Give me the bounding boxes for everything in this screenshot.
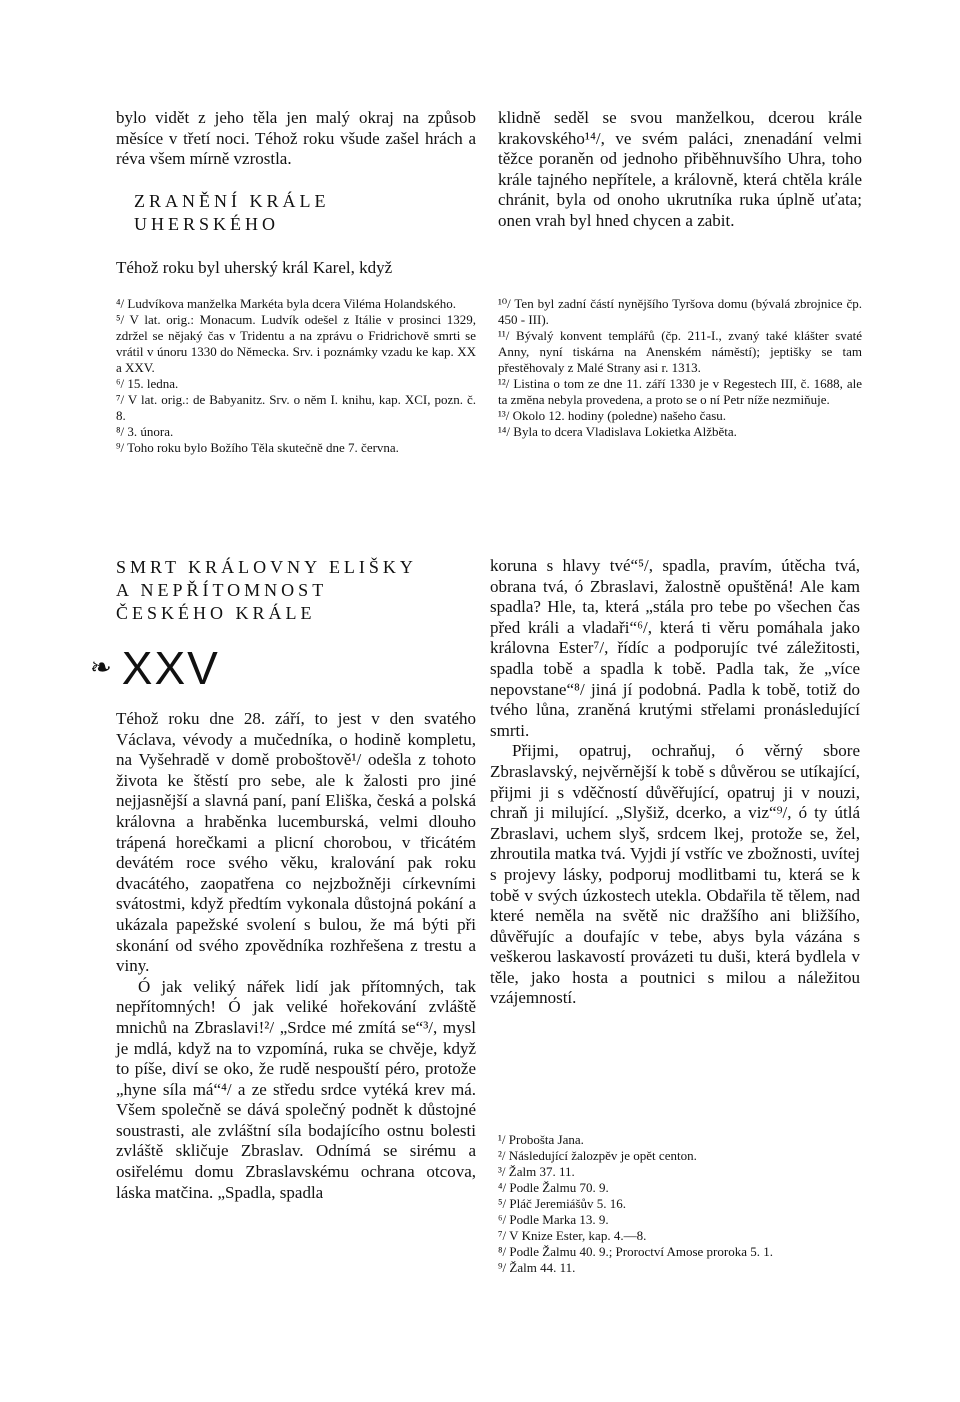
paragraph: koruna s hlavy tvé“⁵/, spadla, pravím, útěcha tvá, obrana tvá, ó Zbraslavi, žalostně opuštěná! Ale kam spadla? Hle, ta, která „stála pro tebe po všechen čas před králi a vladaři“⁶/, která ti věru pomáhala jako královna Ester⁷/, řídíc a podporujíc tvé záležitosti, spadla tobě a spadla k tobě. Padla tak, že „více nepovstane“⁸/ jiná jí podobná. Padla k tobě, totiž do tvého lůna, zraněná krutými střelami pronásledující smrti. <box>490 556 860 740</box>
footnote: ⁵/ Pláč Jeremiášův 5. 16. <box>498 1196 627 1211</box>
footnote: ¹¹/ Bývalý konvent templářů (čp. 211-I., zvaný také klášter svaté Anny, nyní tiskárna na Anenském náměstí); jeptišky se tam přestěhovaly z Malé Strany asi r. 1313. <box>498 328 862 375</box>
paragraph: Přijmi, opatruj, ochraňuj, ó věrný sbore Zbraslavský, nejvěrnější k tobě s důvěrou se utíkající, přijmi ji s vděčností důvěřující, opatruj ji v nouzi, chraň ji milující. „Slyšiž, dcerko, a viz“⁹/, ó ty útlá Zbraslavi, uchem slyš, srdcem lkej, protože se, žel, zhroutila matka tvá. Vyjdi jí vstříc ve zbožnosti, uvítej s projevy lásky, podporuj modlitbami tu, která se k tobě v svých úzkostech utekla. Obdařila tě tělem, nad které neměla na světě nic dražšího ani bližšího, důvěřujíc a doufajíc v tebe, abys byla vázána s veškerou laskavostí provázeti tu duši, která bydlela v těle, jako hosta a poutnici s milou a náležitou vzájemností. <box>490 741 860 1008</box>
footnote: ⁴/ Ludvíkova manželka Markéta byla dcera Viléma Holandského. <box>116 296 456 311</box>
footnote: ⁸/ 3. února. <box>116 424 174 439</box>
top-left-column <box>116 108 476 278</box>
footnote: ⁶/ 15. ledna. <box>116 376 179 391</box>
footnote: ⁸/ Podle Žalmu 40. 9.; Proroctví Amose proroka 5. 1. <box>498 1244 773 1259</box>
footnote: ⁵/ V lat. orig.: Monacum. Ludvík odešel z Itálie v prosinci 1329, zdržel se nějaký čas v Tridentu a na zprávu o Fridrichově smrti se vrátil v únoru 1330 do Německa. Srv. i poznámky vzadu ke kap. XX a XXV. <box>116 312 476 375</box>
paragraph: Téhož roku dne 28. září, to jest v den svatého Václava, vévody a mučedníka, o hodině kompletu, na Vyšehradě v domě proboštově¹/ odešla z tohoto života ke štěstí pro sebe, ale k žalosti pro jiné nejjasnější a slavná paní, paní Eliška, česká a polská královna a hraběnka lucemburská, velmi dlouho trápená horečkami a plicní chorobou, v třicátém devátém roce svého věku, kralování pak roku dvacátého, zaopatřena co nejzbožněji církevními svátostmi, když předtím vykonala důstojná pokání a ukázala papežské svolení s bulou, že má býti při skonání od svého zpovědníka rozhřešena z trestu a viny. <box>116 709 476 976</box>
bottom-right-column <box>490 556 860 1009</box>
fleuron-icon: ❧ <box>90 653 112 682</box>
heading-line: ČESKÉHO KRÁLE <box>116 603 316 623</box>
chapter-number: XXV <box>121 642 220 694</box>
footnote: ¹⁰/ Ten byl zadní částí nynějšího Tyršova domu (bývalá zbrojnice čp. 450 - III). <box>498 296 862 327</box>
heading-line: SMRT KRÁLOVNY ELIŠKY <box>116 557 417 577</box>
footnote: ⁷/ V lat. orig.: de Babyanitz. Srv. o něm I. knihu, kap. XCI, pozn. č. 8. <box>116 392 476 423</box>
footnotes-bottom <box>498 1132 862 1276</box>
bottom-left-column <box>90 556 476 1203</box>
paragraph: Ó jak veliký nářek lidí jak přítomných, tak nepřítomných! Ó jak veliké hořekování zvláště mnichů na Zbraslavi!²/ „Srdce mé zmítá se“³/, mysl je mdlá, když na to vzpomíná, ruka se chvěje, když to píše, diví se oko, že rudě nespouští péro, protože „hyne síla má“⁴/ a ze středu srdce vytéká krev má. Všem společně se dává společný podnět k důstojné soustrasti, ale zvláštní síla bodajícího ostnu bolesti zvláště skličuje Zbraslav. Odnímá se sirému a osiřelému domu Zbraslavskému ochrana otcova, láska matčina. „Spadla, spadla <box>116 976 476 1202</box>
footnote: ⁷/ V Knize Ester, kap. 4.—8. <box>498 1228 647 1243</box>
footnote: ¹⁴/ Byla to dcera Vladislava Lokietka Alžběta. <box>498 424 737 439</box>
paragraph: klidně seděl se svou manželkou, dcerou krále krakovského¹⁴/, ve svém paláci, znenadání velmi těžce poraněn od jednoho přiběhnuvšího Uhra, toho krále tajného nepřítele, a královně, která chtěla krále chránit, byla od onoho ukrutníka ruka úplně uťata; onen vrah byl hned chycen a zabit. <box>498 108 862 230</box>
paragraph: Téhož roku byl uherský král Karel, když <box>116 257 393 277</box>
heading-line: A NEPŘÍTOMNOST <box>116 580 328 600</box>
chapter-mark <box>90 642 476 694</box>
footnote: ³/ Žalm 37. 11. <box>498 1164 575 1179</box>
footnote: ⁹/ Žalm 44. 11. <box>498 1260 576 1275</box>
heading-line: ZRANĚNÍ KRÁLE <box>134 190 330 211</box>
footnote: ¹³/ Okolo 12. hodiny (poledne) našeho času. <box>498 408 727 423</box>
top-right-column <box>498 108 862 232</box>
footnotes-right <box>498 296 862 440</box>
footnote: ¹/ Probošta Jana. <box>498 1132 584 1147</box>
footnote: ¹²/ Listina o tom ze dne 11. září 1330 je v Regestech III, č. 1688, ale ta změna nebyla provedena, a proto se o ní Petr níže nezmiňuje. <box>498 376 862 407</box>
footnote: ⁹/ Toho roku bylo Božího Těla skutečně dne 7. června. <box>116 440 399 455</box>
chapter-heading <box>116 556 476 625</box>
footnote: ²/ Následující žalozpěv je opět centon. <box>498 1148 697 1163</box>
section-heading <box>134 190 476 236</box>
paragraph: bylo vidět z jeho těla jen malý okraj na způsob měsíce v třetí noci. Téhož roku všude zašel hrách a réva všem mírně vzrostla. <box>116 108 476 169</box>
footnote: ⁶/ Podle Marka 13. 9. <box>498 1212 609 1227</box>
footnotes-left <box>116 296 476 456</box>
footnote: ⁴/ Podle Žalmu 70. 9. <box>498 1180 609 1195</box>
heading-line: UHERSKÉHO <box>134 213 280 234</box>
